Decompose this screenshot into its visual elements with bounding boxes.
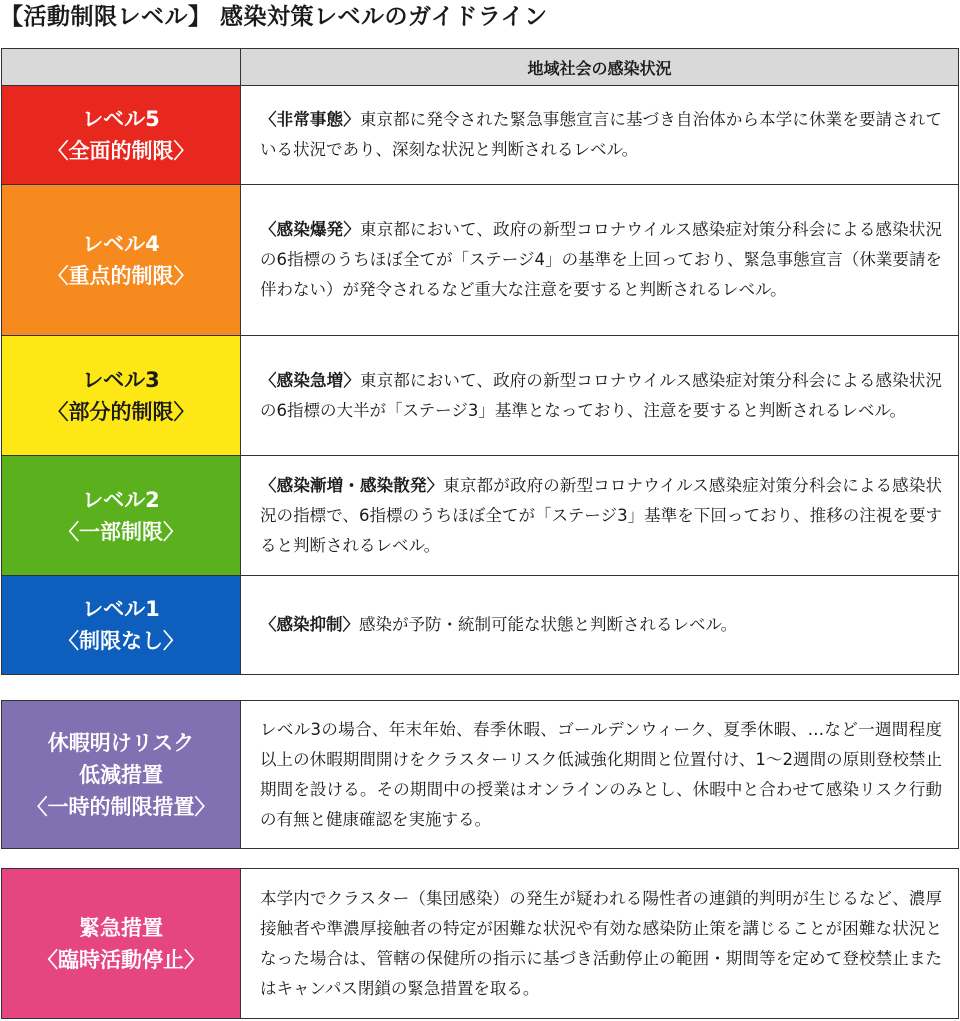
level-4-term: 〈感染爆発〉 — [260, 220, 361, 239]
level-2-text: 東京都が政府の新型コロナウイルス感染症対策分科会による感染状況の指標で、6指標のうちほぼ全てが「ステージ3」基準を下回っており、推移の注視を要すると判断されるレベル。 — [260, 475, 943, 555]
holiday-table — [1, 700, 959, 849]
level-table — [1, 48, 959, 675]
level-3-text: 東京都において、政府の新型コロナウイルス感染症対策分科会による感染状況の6指標の大半が「ステージ3」基準となっており、注意を要すると判断されるレベル。 — [260, 370, 943, 420]
level-2-description — [241, 456, 959, 576]
level-1-sub: 〈制限なし〉 — [58, 629, 184, 653]
level-row-1 — [2, 576, 959, 675]
level-5-name: レベル5 — [82, 107, 160, 131]
emergency-line2: 〈臨時活動停止〉 — [37, 947, 205, 972]
level-3-term: 〈感染急増〉 — [260, 370, 361, 390]
emergency-cell — [2, 869, 241, 1019]
holiday-line1: 休暇明けリスク — [47, 730, 195, 755]
level-row-3 — [2, 336, 959, 456]
emergency-line1: 緊急措置 — [79, 915, 163, 940]
level-5-description — [241, 86, 959, 185]
level-4-name: レベル4 — [82, 232, 160, 256]
level-5-cell — [2, 86, 241, 185]
level-3-cell — [2, 336, 241, 456]
holiday-description: レベル3の場合、年末年始、春季休暇、ゴールデンウィーク、夏季休暇、…など一週間程度以上の休暇期間開けをクラスターリスク低減強化期間と位置付け、1〜2週間の原則登校禁止期間を設ける。その期間中の授業はオンラインのみとし、休暇中と合わせて感染リスク行動の有無と健康確認を実施する。 — [241, 701, 959, 849]
level-5-sub: 〈全面的制限〉 — [47, 139, 195, 163]
level-row-4 — [2, 185, 959, 336]
level-2-cell — [2, 456, 241, 576]
level-4-sub: 〈重点的制限〉 — [47, 264, 195, 288]
level-1-description — [241, 576, 959, 675]
holiday-cell — [2, 701, 241, 849]
level-4-text: 東京都において、政府の新型コロナウイルス感染症対策分科会による感染状況の6指標のうちほぼ全てが「ステージ4」の基準を上回っており、緊急事態宣言（休業要請を伴わない）が発令されるなど重大な注意を要すると判断されるレベル。 — [260, 220, 943, 299]
level-2-term: 〈感染漸増・感染散発〉 — [260, 475, 444, 495]
level-4-cell — [2, 185, 241, 336]
level-2-name: レベル2 — [82, 487, 160, 512]
page-title: 【活動制限レベル】 感染対策レベルのガイドライン — [0, 4, 548, 30]
level-3-sub: 〈部分的制限〉 — [47, 399, 195, 424]
level-row-5 — [2, 86, 959, 185]
level-4-description — [241, 185, 959, 336]
level-1-text: 感染が予防・統制可能な状態と判断されるレベル。 — [359, 615, 738, 634]
level-3-name: レベル3 — [82, 367, 160, 392]
holiday-line3: 〈一時的制限措置〉 — [26, 794, 216, 819]
level-2-sub: 〈一部制限〉 — [58, 519, 184, 544]
holiday-line2: 低減措置 — [79, 762, 163, 787]
table-header-row — [2, 49, 959, 86]
level-5-term: 〈非常事態〉 — [260, 110, 360, 129]
emergency-table — [1, 868, 959, 1019]
level-1-name: レベル1 — [82, 597, 160, 621]
level-3-description — [241, 336, 959, 456]
holiday-row — [2, 701, 959, 849]
header-column-title: 地域社会の感染状況 — [241, 49, 959, 86]
header-blank-cell — [2, 49, 241, 86]
emergency-description: 本学内でクラスター（集団感染）の発生が疑われる陽性者の連鎖的判明が生じるなど、濃厚接触者や準濃厚接触者の特定が困難な状況や有効な感染防止策を講じることが困難な状況となった場合は、管轄の保健所の指示に基づき活動停止の範囲・期間等を定めて登校禁止またはキャンパス閉鎖の緊急措置を取る。 — [241, 869, 959, 1019]
level-1-term: 〈感染抑制〉 — [260, 615, 359, 634]
level-row-2 — [2, 456, 959, 576]
emergency-row — [2, 869, 959, 1019]
level-1-cell — [2, 576, 241, 675]
level-5-text: 東京都に発令された緊急事態宣言に基づき自治体から本学に休業を要請されている状況であり、深刻な状況と判断されるレベル。 — [260, 110, 943, 159]
